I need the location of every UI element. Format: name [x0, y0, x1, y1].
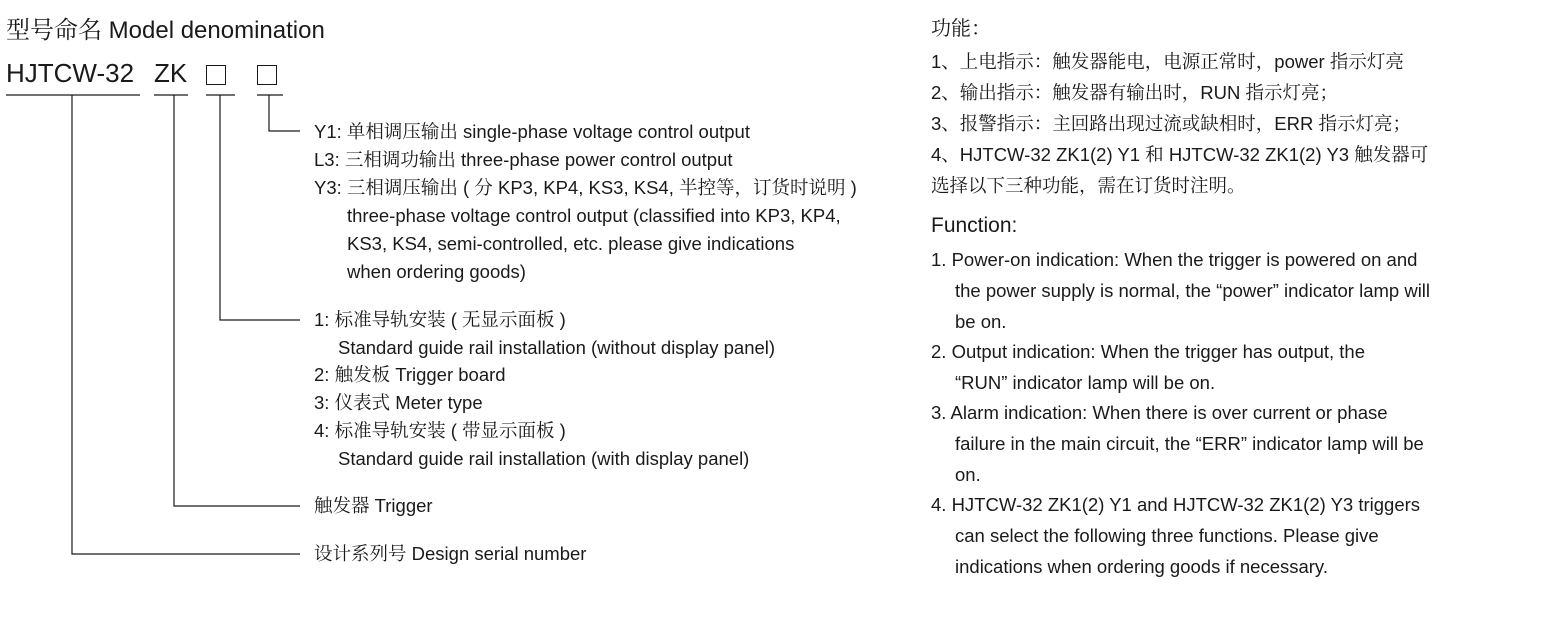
install-option-4: 4: 标准导轨安装 ( 带显示面板 ) [314, 420, 566, 441]
install-option-1-desc: Standard guide rail installation (without display panel) [338, 337, 776, 358]
series-label: 设计系列号 Design serial number [314, 543, 587, 564]
model-code: ZK [154, 58, 188, 88]
function-cn-line: 3、报警指示：主回路出现过流或缺相时，ERR 指示灯亮； [931, 113, 1411, 134]
install-option-4-desc: Standard guide rail installation (with display panel) [338, 448, 750, 469]
function-cn-heading: 功能： [931, 18, 991, 40]
function-en-line: 1. Power-on indication: When the trigger is powered on and [931, 249, 1418, 270]
function-en-line: on. [955, 464, 981, 485]
trigger-label: 触发器 Trigger [314, 495, 433, 516]
install-option-1: 1: 标准导轨安装 ( 无显示面板 ) [314, 309, 566, 330]
function-en-line: 2. Output indication: When the trigger has output, the [931, 341, 1365, 362]
leader-series [72, 95, 300, 554]
output-option-y3: Y3: 三相调压输出 ( 分 KP3, KP4, KS3, KS4, 半控等，订货时说明 ) [314, 177, 857, 198]
function-en-line: the power supply is normal, the “power” indicator lamp will [955, 280, 1431, 301]
leader-trigger [174, 95, 300, 506]
function-en-line: failure in the main circuit, the “ERR” indicator lamp will be [955, 433, 1424, 454]
output-option-y1: Y1: 单相调压输出 single-phase voltage control output [314, 121, 750, 142]
function-en-line: 4. HJTCW-32 ZK1(2) Y1 and HJTCW-32 ZK1(2) Y3 triggers [931, 494, 1421, 515]
function-en-line: indications when ordering goods if necessary. [955, 556, 1328, 577]
page-title: 型号命名 Model denomination [6, 17, 325, 44]
output-option-l3: L3: 三相调功输出 three-phase power control output [314, 149, 733, 170]
function-en-line: “RUN” indicator lamp will be on. [955, 372, 1216, 393]
install-option-3: 3: 仪表式 Meter type [314, 392, 483, 413]
function-cn-line: 2、输出指示：触发器有输出时，RUN 指示灯亮； [931, 82, 1339, 103]
function-en-line: can select the following three functions. Please give [955, 525, 1379, 546]
leader-install-options [220, 95, 300, 320]
leader-output-options [269, 95, 300, 131]
function-en-heading: Function: [931, 214, 1018, 237]
function-en-line: 3. Alarm indication: When there is over current or phase [931, 402, 1388, 423]
function-cn-line: 1、上电指示：触发器能电，电源正常时，power 指示灯亮 [931, 51, 1404, 72]
output-option-y3-desc-2: KS3, KS4, semi-controlled, etc. please give indications [347, 233, 795, 254]
function-en-line: be on. [955, 311, 1007, 332]
model-prefix: HJTCW-32 [6, 58, 135, 88]
output-option-y3-desc-3: when ordering goods) [347, 261, 526, 282]
install-option-2: 2: 触发板 Trigger board [314, 364, 506, 385]
function-cn-line: 选择以下三种功能，需在订货时注明。 [931, 175, 1246, 196]
function-cn-line: 4、HJTCW-32 ZK1(2) Y1 和 HJTCW-32 ZK1(2) Y3 触发器可 [931, 144, 1429, 165]
output-option-y3-desc-1: three-phase voltage control output (classified into KP3, KP4, [347, 205, 841, 226]
